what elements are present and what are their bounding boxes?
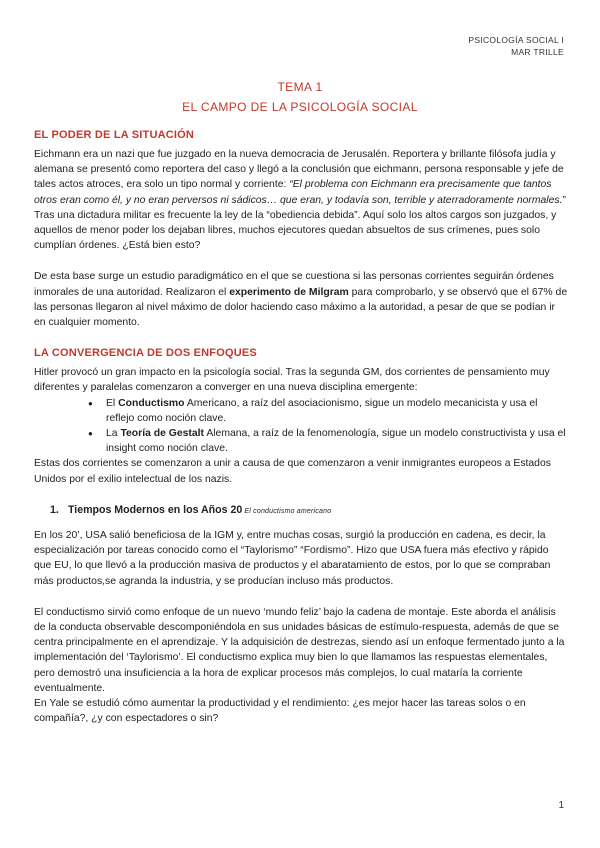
- section-heading-poder: EL PODER DE LA SITUACIÓN: [34, 129, 195, 141]
- list-item: [90, 396, 568, 426]
- topic-number: TEMA 1: [277, 80, 323, 94]
- subsection-title: Tiempos Modernos en los Años 20: [68, 503, 243, 516]
- subsection-subtitle: El conductismo americano: [242, 507, 332, 515]
- header-author: MAR TRILLE: [511, 47, 564, 57]
- eichmann-quote-end: ”: [562, 194, 566, 206]
- milgram-text-b: para comprobarlo, y se observó que el 67% de las personas llegaron al nivel máximo de dolor haciendo caso máximo a la autoridad, a pesar de que se podían ir en cualquier momento.: [34, 286, 568, 329]
- document-title: [0, 79, 600, 119]
- eichmann-quote: “El problema con Eichmann era precisamente que tantos otros eran como él, y no eran perversos ni sádicos… que eran, y todavía son, terrible y aterradoramente normales.: [34, 179, 563, 206]
- subsection-number: 1.: [50, 503, 59, 516]
- bullet-prefix: La: [106, 428, 121, 440]
- running-header: [468, 34, 564, 58]
- milgram-text-a: De esta base surge un estudio paradigmático en el que se cuestiona si las personas corrientes seguirán órdenes inmorales de una autoridad. Realizaron el: [34, 271, 554, 298]
- subsection-heading: [50, 503, 568, 519]
- paragraph-yale: En Yale se estudió cómo aumentar la productividad y el rendimiento: ¿es mejor hacer las tareas solos o en compañía?, ¿y con espectadores o sin?: [34, 698, 526, 725]
- paragraph-hitler: Hitler provocó un gran impacto en la psicología social. Tras la segunda GM, dos corrientes de pensamiento muy diferentes y paralelas comenzaron a converger en una nueva disciplina emergente:: [34, 367, 550, 394]
- bullet-prefix: El: [106, 397, 119, 409]
- milgram-bold: experimento de Milgram: [229, 286, 349, 298]
- paragraph-conductismo: El conductismo sirvió como enfoque de un nuevo ‘mundo feliz’ bajo la cadena de montaje. Este aborda el análisis de la conducta observable descomponiéndola en sus unidades básicas de estímulo-respuesta, además de que se centra principalmente en el aprendizaje. Y la adquisición de destrezas, siendo así un enfoque fermentado junto a la implementación del ‘Taylorismo’. El conductismo explica muy bien lo que llamamos las respuestas elementales, pero demostró una insuficiencia a la hora de explicar procesos más complejos, lo cual mataría la corriente eventualmente.: [34, 606, 565, 694]
- section-heading-convergencia: LA CONVERGENCIA DE DOS ENFOQUES: [34, 347, 257, 360]
- list-item: [90, 426, 568, 456]
- paragraph-exilio: Estas dos corrientes se comenzaron a unir a causa de que comenzaron a venir inmigrantes europeos a Estados Unidos por el exilio intelectual de los nazis.: [34, 458, 551, 485]
- bullet-text: Americano, a raíz del asociacionismo, sigue un modelo mecanicista y usa el reflejo como noción clave.: [106, 397, 538, 424]
- header-course: PSICOLOGÍA SOCIAL I: [468, 35, 564, 45]
- paragraph-eichmann: [34, 147, 568, 208]
- paragraph-obediencia: Tras una dictadura militar es frecuente la ley de la “obediencia debida”. Aquí solo los altos cargos son juzgados, y aquellos de menor poder los dejaban libres, muchos ejecutores quedan absueltos de sus crímenes, pues solo cumplían órdenes. ¿Está bien esto?: [34, 209, 557, 252]
- bullet-term: Teoría de Gestalt: [120, 428, 204, 440]
- bullet-text: Alemana, a raíz de la fenomenología, sigue un modelo constructivista y usa el insight como noción clave.: [106, 428, 566, 455]
- bullet-list: [34, 396, 568, 457]
- page-number: 1: [558, 800, 564, 811]
- topic-name: EL CAMPO DE LA PSICOLOGÍA SOCIAL: [182, 100, 418, 114]
- bullet-term: Conductismo: [118, 397, 185, 409]
- document-body: [34, 128, 568, 727]
- paragraph-milgram: [34, 269, 568, 330]
- eichmann-text: Eichmann era un nazi que fue juzgado en la nueva democracia de Jerusalén. Reportera y brillante filósofa judía y alemana se presentó como reportera del caso y llegó a la conclusión que eichmann, persona responsable y jefe de tales actos atroces, era solo un tipo normal y corriente:: [34, 149, 564, 191]
- paragraph-taylorismo: En los 20’, USA salió beneficiosa de la IGM y, entre muchas cosas, surgió la producción en cadena, es decir, la especialización por tareas conocido como el “Taylorismo” “Fordismo”. Hizo que USA fuera más efectivo y rápido que EU, lo que llevó a la producción masiva de productos y el abaratamiento de estos, por lo que se compraban más productos,se agranda la industria, y se producían incluso más productos.: [34, 530, 551, 587]
